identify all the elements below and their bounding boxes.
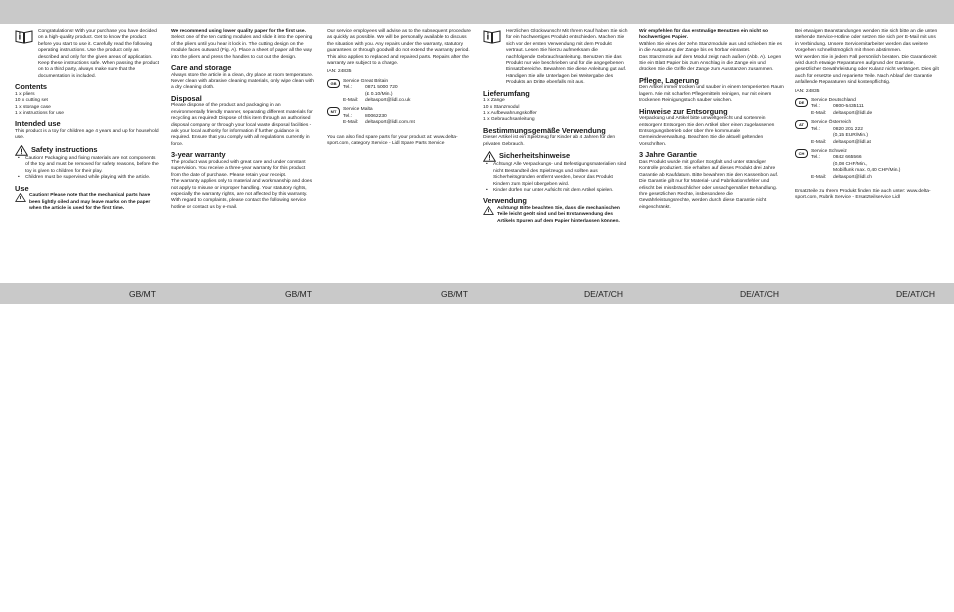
use-heading: Use bbox=[15, 183, 29, 193]
footer-label-1: GB/MT bbox=[129, 289, 156, 299]
service-email[interactable]: deltasport@lidl.de bbox=[833, 110, 873, 116]
warranty-heading: 3 Jahre Garantie bbox=[639, 150, 697, 160]
footer-label-4: DE/AT/CH bbox=[584, 289, 624, 299]
manual-book-icon bbox=[483, 29, 501, 44]
service-rate: (0,08 CHF/Min., bbox=[833, 161, 868, 167]
use-text: Achtung! Bitte beachten Sie, dass die mechanischen Teile leicht geölt sind und bei Erstanwendung des Artikels Spuren auf dem Papier hinterlassen können. bbox=[497, 205, 620, 224]
service-email[interactable]: deltasport@lidl.com.mt bbox=[365, 120, 415, 126]
top-band bbox=[0, 0, 954, 24]
contents-item: 10 x cutting set bbox=[15, 98, 48, 104]
email-label: E-Mail: bbox=[343, 120, 359, 126]
country-badge-gb: GB bbox=[327, 79, 340, 88]
intro-text: Herzlichen Glückwunsch! Mit Ihrem Kauf haben Sie sich für ein hochwertiges Produkt entschieden. Machen Sie sich vor der ersten Verwendung mit dem Produkt vertraut. Lesen Sie hierzu aufmerksam die nachfolgende Gebrauchsanleitung. Benutzen Sie das Produkt nur wie beschrieben und für die angegebenen Einsatzbereiche. Bewahren Sie diese Anleitung gut auf. Händigen Sie alle Unterlagen bei Weitergabe des Produkts an Dritte ebenfalls mit aus. bbox=[506, 29, 628, 86]
tel-label: Tel.: bbox=[811, 155, 820, 161]
warranty-heading: 3-year warranty bbox=[171, 150, 226, 160]
warranty-text: Das Produkt wurde mit großer Sorgfalt und unter ständiger Kontrolle produziert. Sie erhalten auf dieses Produkt drei Jahre Garantie ab Kaufdatum. Bitte bewahren Sie den Kassenbon auf. bbox=[639, 159, 779, 178]
service-mt bbox=[327, 107, 472, 126]
service-text: Our service employees will advise as to the subsequent procedure as quickly as possible. We will be personally available to discuss the situation with you. Any repairs under the warranty, statutory guarantees or through goodwill do not extend the warranty period. This also applies to replaced and repaired parts. Repairs after the warranty are subject to a charge. bbox=[327, 29, 471, 67]
spare-parts-text: Ersatzteile zu Ihrem Produkt finden Sie auch unter: www.delta-sport.com, Rubrik Service - Ersatzteilservice Lidl bbox=[795, 188, 931, 201]
care-text: Den Artikel immer trocken und sauber in einem temperierten Raum lagern. Nie mit scharfen Pflegemitteln reinigen, nur mit einem trockenen Reinigungstuch sauber wischen. bbox=[639, 85, 784, 104]
instructions-text: Select one of the ten cutting modules and slide it into the opening of the pliers until you hear it lock in. The cutting design on the module faces outward (Fig. A). Place a sheet of paper all the way into the pliers and press the handles to cut out the design. bbox=[171, 35, 313, 60]
ian-number: IAN: 24835 bbox=[327, 69, 352, 75]
intended-use-text: This product is a toy for children age 4 years and up for household use. bbox=[15, 129, 159, 141]
care-heading: Pflege, Lagerung bbox=[639, 75, 699, 85]
instructions-text: Wählen Sie eines der zehn Stanzmodule aus und schieben Sie es in die Ausparung der Zange bis es hörbar einrastet. bbox=[639, 41, 783, 54]
care-heading: Care and storage bbox=[171, 63, 232, 73]
service-at bbox=[795, 120, 940, 146]
service-email[interactable]: deltasport@lidl.co.uk bbox=[365, 98, 411, 104]
tel-label: Tel.: bbox=[811, 126, 820, 132]
service-name: Service Deutschland bbox=[811, 98, 856, 104]
ian-number: IAN: 24835 bbox=[795, 88, 820, 94]
disposal-heading: Disposal bbox=[171, 93, 202, 103]
contents-heading: Contents bbox=[15, 82, 48, 92]
service-gb bbox=[327, 79, 472, 105]
warranty-text: Die Garantie gilt nur für Material- und Fabrikationsfehler und erlischt bei missbräuchlicher oder unsachgemäßer Behandlung. Ihre gesetzlichen Rechte, insbesondere die Gewährleistungsrechte, werden durch diese Garantie nicht eingeschränkt. bbox=[639, 179, 778, 210]
service-tel: 0871 5000 720 bbox=[365, 85, 398, 91]
warning-icon bbox=[15, 193, 26, 202]
spare-parts-text: You can also find spare parts for your product at: www.delta-sport.com, category Service - Lidl Spare Parts Service bbox=[327, 134, 458, 147]
tel-label: Tel.: bbox=[343, 113, 352, 119]
email-label: E-Mail: bbox=[811, 174, 827, 180]
footer-label-2: GB/MT bbox=[285, 289, 312, 299]
service-rate: Mobilfunk max. 0,40 CHF/Min.) bbox=[833, 168, 901, 174]
footer-label-5: DE/AT/CH bbox=[740, 289, 780, 299]
scope-item: 1 x Aufbewahrungskoffer bbox=[483, 111, 537, 117]
safety-item: • Children must be supervised while playing with the article. bbox=[15, 175, 160, 181]
service-text: Wir werden Sie in jedem Fall persönlich beraten. Die Garantiezeit wird durch etwaige Reparaturen aufgrund der Garantie, gesetzlicher Gewährleistung oder Kulanz nicht verlängert. Dies gilt auch für ersetzte und reparierte Teile. Nach Ablauf der Garantie anfallende Reparaturen sind kostenpflichtig. bbox=[795, 54, 939, 86]
email-label: E-Mail: bbox=[811, 139, 827, 145]
service-email[interactable]: deltasport@lidl.at bbox=[833, 139, 871, 145]
safety-heading: Sicherheitshinweise bbox=[499, 151, 571, 161]
disposal-text: Please dispose of the product and packaging in an environmentally friendly manner, separating different materials for recycling as required! Dispose of this item through an authorised disposal company or through your local waste disposal facilities - ask your local authority for information if further guidance is required. Ensure that you comply with all regulations currently in force. bbox=[171, 103, 313, 147]
scope-item: 1 x Gebrauchsanleitung bbox=[483, 117, 535, 123]
country-badge-ch: CH bbox=[795, 149, 808, 158]
column-de-2 bbox=[639, 29, 784, 211]
scope-item: 10 x Stanzmodul bbox=[483, 104, 520, 110]
column-de-1 bbox=[483, 29, 628, 225]
intro-text: Congratulations! With your purchase you have decided on a high-quality product. Get to know the product before you start to use it. Carefully read the following operating instructions. Use the product only as described and only for the given areas of application. Keep these instructions safe. When passing the product on to a third party, always make sure that the documentation is included. bbox=[38, 29, 159, 79]
warning-icon bbox=[483, 206, 494, 215]
intended-use-heading: Intended use bbox=[15, 119, 61, 129]
use-text: Caution! Please note that the mechanical parts have been lightly oiled and may leave marks on the paper when the article is used for the first time. bbox=[29, 193, 151, 211]
warning-icon bbox=[15, 145, 28, 156]
country-badge-mt: MT bbox=[327, 107, 340, 116]
service-name: Service Schweiz bbox=[811, 148, 847, 154]
safety-heading: Safety instructions bbox=[31, 145, 98, 155]
service-tel: 0800-5435111 bbox=[833, 104, 864, 110]
service-name: Service Great Britain bbox=[343, 78, 389, 84]
country-badge-at: AT bbox=[795, 120, 808, 129]
contents-item: 1 x storage case bbox=[15, 104, 51, 110]
service-email[interactable]: deltasport@lidl.ch bbox=[833, 174, 872, 180]
service-de bbox=[795, 98, 940, 117]
warranty-text: With regard to complaints, please contact the following service hotline or contact us by e-mail. bbox=[171, 198, 307, 210]
intended-use-heading: Bestimmungsgemäße Verwendung bbox=[483, 125, 606, 135]
disposal-heading: Hinweise zur Entsorgung bbox=[639, 106, 728, 116]
contents-item: 1 x instructions for use bbox=[15, 111, 64, 117]
safety-item: • Caution! Packaging and fixing materials are not components of the toy and must be removed for safety reasons, before the toy is given to children for their play. bbox=[15, 156, 160, 175]
service-rate: (0,15 EUR/Min.) bbox=[833, 133, 869, 139]
recommendation-text: Wir empfehlen für das erstmalige Benutzen ein nicht so hochwertiges Papier. bbox=[639, 29, 769, 41]
warning-icon bbox=[483, 151, 496, 162]
service-rate: (£ 0.10/Min.) bbox=[365, 91, 393, 97]
country-badge-de: DE bbox=[795, 98, 808, 107]
column-gb-3 bbox=[327, 29, 472, 148]
use-heading: Verwendung bbox=[483, 196, 527, 206]
email-label: E-Mail: bbox=[343, 98, 359, 104]
service-tel: 0820 201 222 bbox=[833, 126, 863, 132]
email-label: E-Mail: bbox=[811, 110, 827, 116]
warranty-text: The product was produced with great care and under constant supervision. You receive a three-year warranty for this product from the date of purchase. Please retain your receipt. bbox=[171, 159, 306, 178]
footer-label-6: DE/AT/CH bbox=[896, 289, 936, 299]
scope-item: 1 x Zange bbox=[483, 98, 505, 104]
footer-label-3: GB/MT bbox=[441, 289, 468, 299]
service-name: Service Österreich bbox=[811, 120, 852, 126]
warranty-text: The warranty applies only to material and workmanship and does not apply to misuse or improper handling. Your statutory rights, especially the warranty rights, are not affected by this warranty. bbox=[171, 179, 313, 197]
service-text: Bei etwaigen Beanstandungen wenden Sie sich bitte an die unten stehende Service-Hotline oder setzen Sie sich per E-Mail mit uns in Verbindung. Unsere Servicemitarbeiter werden das weitere Vorgehen schnellstmöglich mit Ihnen abstimmen. bbox=[795, 29, 938, 54]
column-de-3 bbox=[795, 29, 940, 202]
service-ch bbox=[795, 149, 940, 181]
service-tel: 0842 665566 bbox=[833, 155, 862, 161]
disposal-text: Verpackung und Artikel bitte umweltgerecht und sortenrein entsorgen! Entsorgen Sie den Artikel über einen zugelassenen Entsorgungsbetrieb oder über Ihre kommunale Gemeindeverwaltung. Beachten Sie die aktuell geltenden Vorschriften. bbox=[639, 116, 775, 147]
service-tel: 80062230 bbox=[365, 113, 387, 119]
safety-item: • Kinder dürfen nur unter Aufsicht mit dem Artikel spielen. bbox=[483, 188, 628, 194]
safety-item: • Achtung! Alle Verpackungs- und Befestigungsmaterialien sind nicht Bestandteil des Spielzeugs und sollten aus Sicherheitsgründen entfernt werden, bevor das Produkt Kindern zum Spiel übergeben wird. bbox=[483, 162, 628, 188]
column-gb-2 bbox=[171, 29, 316, 211]
manual-book-icon bbox=[15, 29, 33, 44]
recommendation-text: We recommend using lower quality paper for the first use. bbox=[171, 29, 306, 34]
column-gb-1 bbox=[15, 29, 160, 212]
contents-item: 1 x pliers bbox=[15, 91, 35, 97]
service-name: Service Malta bbox=[343, 107, 373, 113]
intended-use-text: Dieser Artikel ist ein Spielzeug für Kinder ab 4 Jahren für den privaten Gebrauch. bbox=[483, 135, 616, 147]
care-text: Always store the article in a clean, dry place at room temperature. Never clean with abrasive cleaning materials, only wipe clean with a dry cleaning cloth. bbox=[171, 72, 314, 91]
tel-label: Tel.: bbox=[343, 85, 352, 91]
scope-heading: Lieferumfang bbox=[483, 88, 530, 98]
tel-label: Tel.: bbox=[811, 104, 820, 110]
instructions-text: Das Stanzmotiv auf dem Modul zeigt nach außen (Abb. A). Legen Sie ein Blatt Papier bis zum Anschlag in die Zange ein und drücken Sie die Griffe der Zange zum Ausstanzen zusammen. bbox=[639, 54, 782, 73]
